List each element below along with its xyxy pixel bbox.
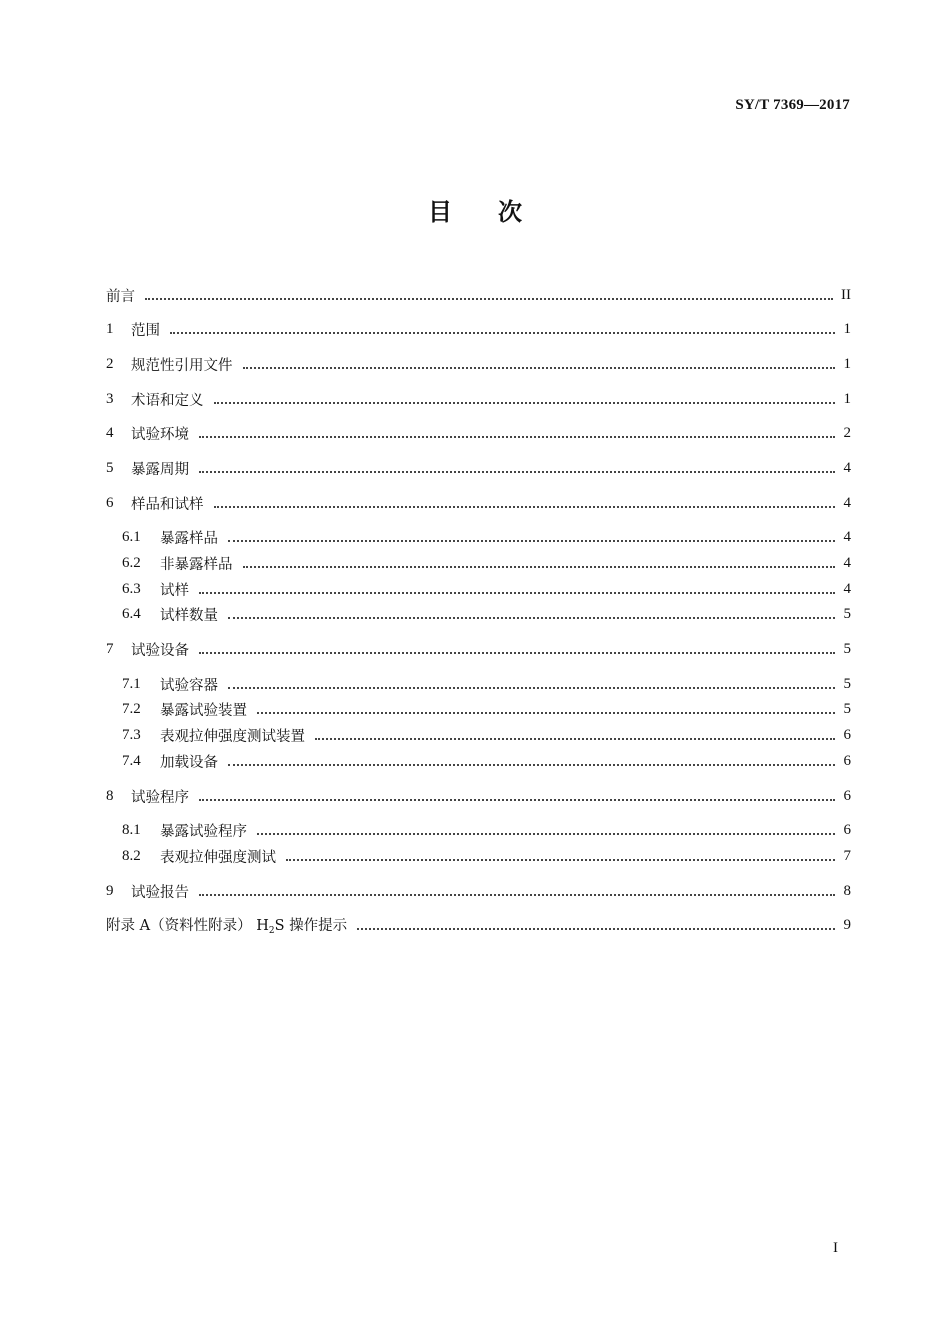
toc-label: 术语和定义 (131, 392, 204, 409)
toc-page: 7 (843, 847, 851, 864)
toc-label: 暴露样品 (160, 530, 218, 547)
toc-leader (199, 591, 835, 594)
appendix-subscript: 2 (268, 926, 275, 936)
appendix-suffix: S 操作提示 (274, 918, 348, 934)
toc-entry[interactable] (122, 845, 851, 867)
toc-entry[interactable] (106, 388, 851, 410)
page-number: I (833, 1240, 838, 1256)
toc-page: 1 (843, 355, 851, 372)
toc-number: 6.1 (122, 528, 141, 545)
toc-number: 6.3 (122, 580, 141, 597)
toc-number: 8.2 (122, 847, 141, 864)
toc-label: 前言 (106, 288, 135, 305)
toc-leader (257, 832, 835, 835)
toc-leader (214, 401, 836, 404)
toc-label: 试样 (160, 582, 189, 599)
toc-number: 3 (106, 390, 114, 407)
toc-page: 2 (843, 424, 851, 441)
toc-page: 8 (843, 882, 851, 899)
toc-entry[interactable] (122, 603, 851, 625)
toc-leader (199, 651, 835, 654)
toc-label: 表观拉伸强度测试 (160, 849, 276, 866)
toc-entry[interactable] (122, 724, 851, 746)
toc-leader (214, 505, 836, 508)
toc-entry[interactable] (122, 819, 851, 841)
toc-entry[interactable] (106, 785, 851, 807)
toc-leader (257, 711, 835, 714)
toc-entry[interactable] (122, 698, 851, 720)
toc-page: 5 (843, 640, 851, 657)
toc-leader (199, 798, 835, 801)
toc-entry[interactable] (106, 422, 851, 444)
toc-number: 1 (106, 320, 114, 337)
toc-label: 样品和试样 (131, 496, 204, 513)
toc-leader (228, 686, 835, 689)
toc-page: 5 (843, 605, 851, 622)
toc-leader (228, 539, 835, 542)
toc-page: 5 (843, 700, 851, 717)
toc-label: 试样数量 (160, 607, 218, 624)
toc-leader (228, 763, 835, 766)
toc-page: 1 (843, 390, 851, 407)
toc-leader (315, 737, 835, 740)
toc-page: 4 (843, 554, 851, 571)
toc-label: 试验容器 (160, 677, 218, 694)
toc-page: 6 (843, 787, 851, 804)
toc-number: 2 (106, 355, 114, 372)
toc-number: 7.1 (122, 675, 141, 692)
toc-label: 试验程序 (131, 789, 189, 806)
toc-page: 6 (843, 726, 851, 743)
toc-leader (228, 616, 835, 619)
toc-entry[interactable] (106, 318, 851, 340)
toc-entry[interactable] (106, 880, 851, 902)
toc-page: 4 (843, 580, 851, 597)
toc-entry[interactable] (122, 578, 851, 600)
toc-label: 暴露周期 (131, 461, 189, 478)
toc-leader (243, 565, 836, 568)
toc-page: II (841, 286, 851, 303)
appendix-prefix: 附录 A（资料性附录） H (106, 918, 269, 934)
toc-label: 加载设备 (160, 754, 218, 771)
toc-entry[interactable] (106, 284, 851, 306)
toc-page: 4 (843, 459, 851, 476)
toc-label: 范围 (131, 322, 160, 339)
toc-number: 9 (106, 882, 114, 899)
toc-label: 规范性引用文件 (131, 357, 233, 374)
toc-entry[interactable] (122, 552, 851, 574)
page-title-part1: 目 (428, 198, 452, 226)
toc-entry[interactable] (106, 353, 851, 375)
toc-number: 4 (106, 424, 114, 441)
toc-label: 试验设备 (131, 642, 189, 659)
toc-number: 8 (106, 787, 114, 804)
toc-page: 6 (843, 752, 851, 769)
toc-label (106, 914, 347, 936)
toc-leader (199, 893, 835, 896)
toc-entry[interactable] (106, 492, 851, 514)
toc-label: 暴露试验装置 (160, 702, 247, 719)
toc-number: 6.4 (122, 605, 141, 622)
toc-number: 6.2 (122, 554, 141, 571)
toc-leader (243, 366, 836, 369)
toc-page: 6 (843, 821, 851, 838)
toc-entry[interactable] (122, 673, 851, 695)
toc-entry[interactable] (106, 638, 851, 660)
toc-label: 试验报告 (131, 884, 189, 901)
toc-label: 非暴露样品 (160, 556, 233, 573)
toc-leader (199, 435, 835, 438)
toc-label: 试验环境 (131, 426, 189, 443)
toc-number: 5 (106, 459, 114, 476)
toc-entry-appendix[interactable] (106, 914, 851, 936)
document-code: SY/T 7369—2017 (735, 97, 850, 113)
toc-entry[interactable] (106, 457, 851, 479)
toc-page: 4 (843, 494, 851, 511)
toc-leader (286, 858, 835, 861)
toc-leader (145, 297, 833, 300)
page-title (0, 192, 950, 227)
toc-number: 7.3 (122, 726, 141, 743)
toc-label: 暴露试验程序 (160, 823, 247, 840)
toc-leader (357, 927, 835, 930)
toc-entry[interactable] (122, 750, 851, 772)
toc-number: 8.1 (122, 821, 141, 838)
toc-page: 1 (843, 320, 851, 337)
toc-number: 6 (106, 494, 114, 511)
toc-number: 7.2 (122, 700, 141, 717)
toc-label: 表观拉伸强度测试装置 (160, 728, 305, 745)
toc-number: 7 (106, 640, 114, 657)
toc-leader (199, 470, 835, 473)
toc-number: 7.4 (122, 752, 141, 769)
toc-entry[interactable] (122, 526, 851, 548)
page-title-part2: 次 (498, 198, 522, 226)
toc-page: 4 (843, 528, 851, 545)
toc-page: 5 (843, 675, 851, 692)
toc-leader (170, 331, 835, 334)
toc-page: 9 (843, 916, 851, 933)
